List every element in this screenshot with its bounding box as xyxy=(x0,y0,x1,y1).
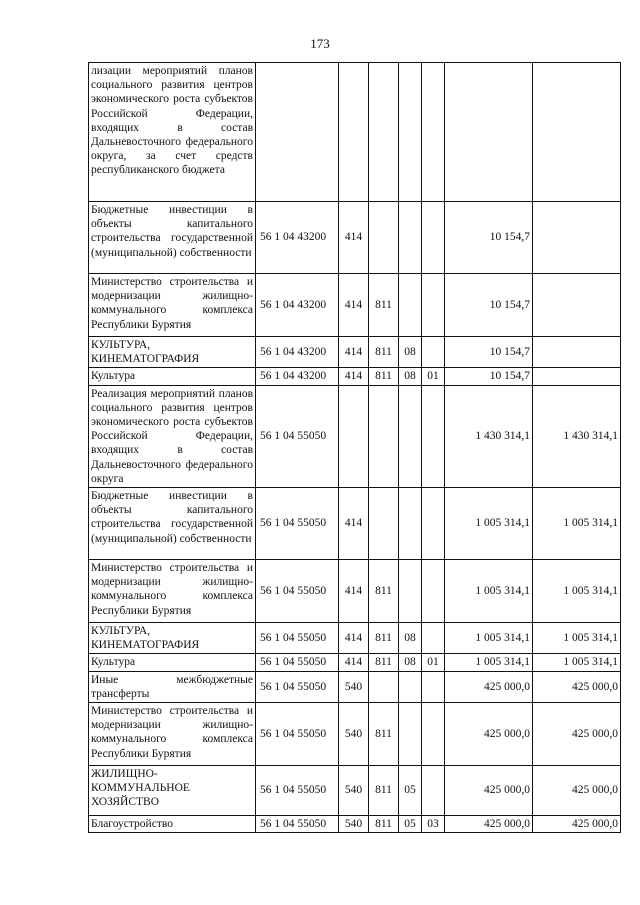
expense-type-cell: 414 xyxy=(339,337,369,368)
subsection-code-cell xyxy=(422,63,445,202)
expense-type-cell xyxy=(339,63,369,202)
ministry-code-cell xyxy=(369,202,399,274)
expense-type-cell: 414 xyxy=(339,560,369,623)
row-name-cell: Культура xyxy=(89,654,256,671)
target-code-cell: 56 1 04 43200 xyxy=(256,368,339,385)
section-code-cell: 05 xyxy=(399,766,422,816)
expense-type-cell xyxy=(339,385,369,487)
amount-second-cell xyxy=(533,337,621,368)
target-code-cell: 56 1 04 55050 xyxy=(256,560,339,623)
ministry-code-cell: 811 xyxy=(369,766,399,816)
target-code-cell: 56 1 04 55050 xyxy=(256,816,339,833)
ministry-code-cell: 811 xyxy=(369,816,399,833)
amount-second-cell xyxy=(533,63,621,202)
table-row xyxy=(89,654,621,671)
subsection-code-cell: 01 xyxy=(422,368,445,385)
amount-cell: 425 000,0 xyxy=(445,703,533,766)
amount-cell: 1 005 314,1 xyxy=(445,560,533,623)
section-code-cell xyxy=(399,385,422,487)
target-code-cell xyxy=(256,63,339,202)
amount-cell: 10 154,7 xyxy=(445,368,533,385)
amount-second-cell xyxy=(533,202,621,274)
amount-cell: 1 430 314,1 xyxy=(445,385,533,487)
table-row xyxy=(89,63,621,202)
subsection-code-cell xyxy=(422,766,445,816)
row-name-cell: Иные межбюджетные трансферты xyxy=(89,671,256,702)
amount-second-cell xyxy=(533,274,621,337)
table-row xyxy=(89,337,621,368)
expense-type-cell: 414 xyxy=(339,368,369,385)
row-name-cell: Бюджетные инвестиции в объекты капитального строительства государственной (муниципальной) собственности xyxy=(89,488,256,560)
subsection-code-cell xyxy=(422,385,445,487)
table-row xyxy=(89,703,621,766)
row-name-cell: лизации мероприятий планов социального развития центров экономического роста субъектов Российской Федерации, входящих в состав Дальневосточного федерального округа, за счет средств республиканского бюджета xyxy=(89,63,256,202)
subsection-code-cell xyxy=(422,560,445,623)
row-name-cell: ЖИЛИЩНО-КОММУНАЛЬНОЕ ХОЗЯЙСТВО xyxy=(89,766,256,816)
expense-type-cell: 540 xyxy=(339,816,369,833)
section-code-cell xyxy=(399,202,422,274)
subsection-code-cell xyxy=(422,671,445,702)
expense-type-cell: 540 xyxy=(339,703,369,766)
table-row xyxy=(89,488,621,560)
table-row xyxy=(89,202,621,274)
budget-table xyxy=(88,62,621,833)
row-name-cell: Министерство строительства и модернизации жилищно-коммунального комплекса Республики Бурятия xyxy=(89,274,256,337)
amount-cell: 425 000,0 xyxy=(445,816,533,833)
section-code-cell: 08 xyxy=(399,623,422,654)
table-row xyxy=(89,623,621,654)
amount-cell: 1 005 314,1 xyxy=(445,488,533,560)
section-code-cell xyxy=(399,63,422,202)
target-code-cell: 56 1 04 55050 xyxy=(256,703,339,766)
section-code-cell: 05 xyxy=(399,816,422,833)
table-row xyxy=(89,816,621,833)
target-code-cell: 56 1 04 43200 xyxy=(256,202,339,274)
amount-second-cell: 1 005 314,1 xyxy=(533,623,621,654)
amount-cell: 425 000,0 xyxy=(445,671,533,702)
section-code-cell xyxy=(399,274,422,337)
amount-cell xyxy=(445,63,533,202)
target-code-cell: 56 1 04 55050 xyxy=(256,385,339,487)
ministry-code-cell xyxy=(369,671,399,702)
table-row xyxy=(89,671,621,702)
page-number: 173 xyxy=(310,36,330,51)
row-name-cell: Бюджетные инвестиции в объекты капитального строительства государственной (муниципальной) собственности xyxy=(89,202,256,274)
expense-type-cell: 414 xyxy=(339,654,369,671)
row-name-cell: Благоустройство xyxy=(89,816,256,833)
amount-second-cell: 1 005 314,1 xyxy=(533,560,621,623)
row-name-cell: Министерство строительства и модернизации жилищно-коммунального комплекса Республики Бурятия xyxy=(89,560,256,623)
amount-cell: 1 005 314,1 xyxy=(445,654,533,671)
subsection-code-cell xyxy=(422,274,445,337)
amount-second-cell: 425 000,0 xyxy=(533,703,621,766)
target-code-cell: 56 1 04 55050 xyxy=(256,654,339,671)
subsection-code-cell: 03 xyxy=(422,816,445,833)
section-code-cell: 08 xyxy=(399,337,422,368)
amount-second-cell: 425 000,0 xyxy=(533,671,621,702)
target-code-cell: 56 1 04 55050 xyxy=(256,623,339,654)
section-code-cell xyxy=(399,488,422,560)
subsection-code-cell xyxy=(422,488,445,560)
row-name-cell: Культура xyxy=(89,368,256,385)
amount-second-cell: 425 000,0 xyxy=(533,766,621,816)
amount-cell: 425 000,0 xyxy=(445,766,533,816)
ministry-code-cell: 811 xyxy=(369,560,399,623)
section-code-cell: 08 xyxy=(399,654,422,671)
ministry-code-cell: 811 xyxy=(369,654,399,671)
amount-cell: 10 154,7 xyxy=(445,274,533,337)
section-code-cell xyxy=(399,703,422,766)
ministry-code-cell: 811 xyxy=(369,368,399,385)
target-code-cell: 56 1 04 43200 xyxy=(256,337,339,368)
section-code-cell: 08 xyxy=(399,368,422,385)
amount-cell: 1 005 314,1 xyxy=(445,623,533,654)
row-name-cell: Реализация мероприятий планов социального развития центров экономического роста субъектов Российской Федерации, входящих в состав Дальневосточного федерального округа xyxy=(89,385,256,487)
amount-second-cell: 1 430 314,1 xyxy=(533,385,621,487)
expense-type-cell: 414 xyxy=(339,274,369,337)
section-code-cell xyxy=(399,671,422,702)
ministry-code-cell: 811 xyxy=(369,703,399,766)
ministry-code-cell: 811 xyxy=(369,623,399,654)
expense-type-cell: 414 xyxy=(339,202,369,274)
target-code-cell: 56 1 04 55050 xyxy=(256,671,339,702)
ministry-code-cell xyxy=(369,63,399,202)
amount-second-cell xyxy=(533,368,621,385)
ministry-code-cell xyxy=(369,385,399,487)
subsection-code-cell xyxy=(422,202,445,274)
ministry-code-cell xyxy=(369,488,399,560)
subsection-code-cell xyxy=(422,337,445,368)
target-code-cell: 56 1 04 55050 xyxy=(256,488,339,560)
table-row xyxy=(89,368,621,385)
table-row xyxy=(89,766,621,816)
target-code-cell: 56 1 04 55050 xyxy=(256,766,339,816)
amount-cell: 10 154,7 xyxy=(445,337,533,368)
amount-second-cell: 1 005 314,1 xyxy=(533,654,621,671)
expense-type-cell: 540 xyxy=(339,766,369,816)
table-row xyxy=(89,385,621,487)
ministry-code-cell: 811 xyxy=(369,274,399,337)
expense-type-cell: 414 xyxy=(339,623,369,654)
row-name-cell: КУЛЬТУРА, КИНЕМАТОГРАФИЯ xyxy=(89,337,256,368)
table-row xyxy=(89,560,621,623)
subsection-code-cell: 01 xyxy=(422,654,445,671)
expense-type-cell: 540 xyxy=(339,671,369,702)
ministry-code-cell: 811 xyxy=(369,337,399,368)
subsection-code-cell xyxy=(422,703,445,766)
amount-cell: 10 154,7 xyxy=(445,202,533,274)
target-code-cell: 56 1 04 43200 xyxy=(256,274,339,337)
subsection-code-cell xyxy=(422,623,445,654)
expense-type-cell: 414 xyxy=(339,488,369,560)
row-name-cell: Министерство строительства и модернизации жилищно-коммунального комплекса Республики Бурятия xyxy=(89,703,256,766)
amount-second-cell: 425 000,0 xyxy=(533,816,621,833)
section-code-cell xyxy=(399,560,422,623)
row-name-cell: КУЛЬТУРА, КИНЕМАТОГРАФИЯ xyxy=(89,623,256,654)
amount-second-cell: 1 005 314,1 xyxy=(533,488,621,560)
table-row xyxy=(89,274,621,337)
